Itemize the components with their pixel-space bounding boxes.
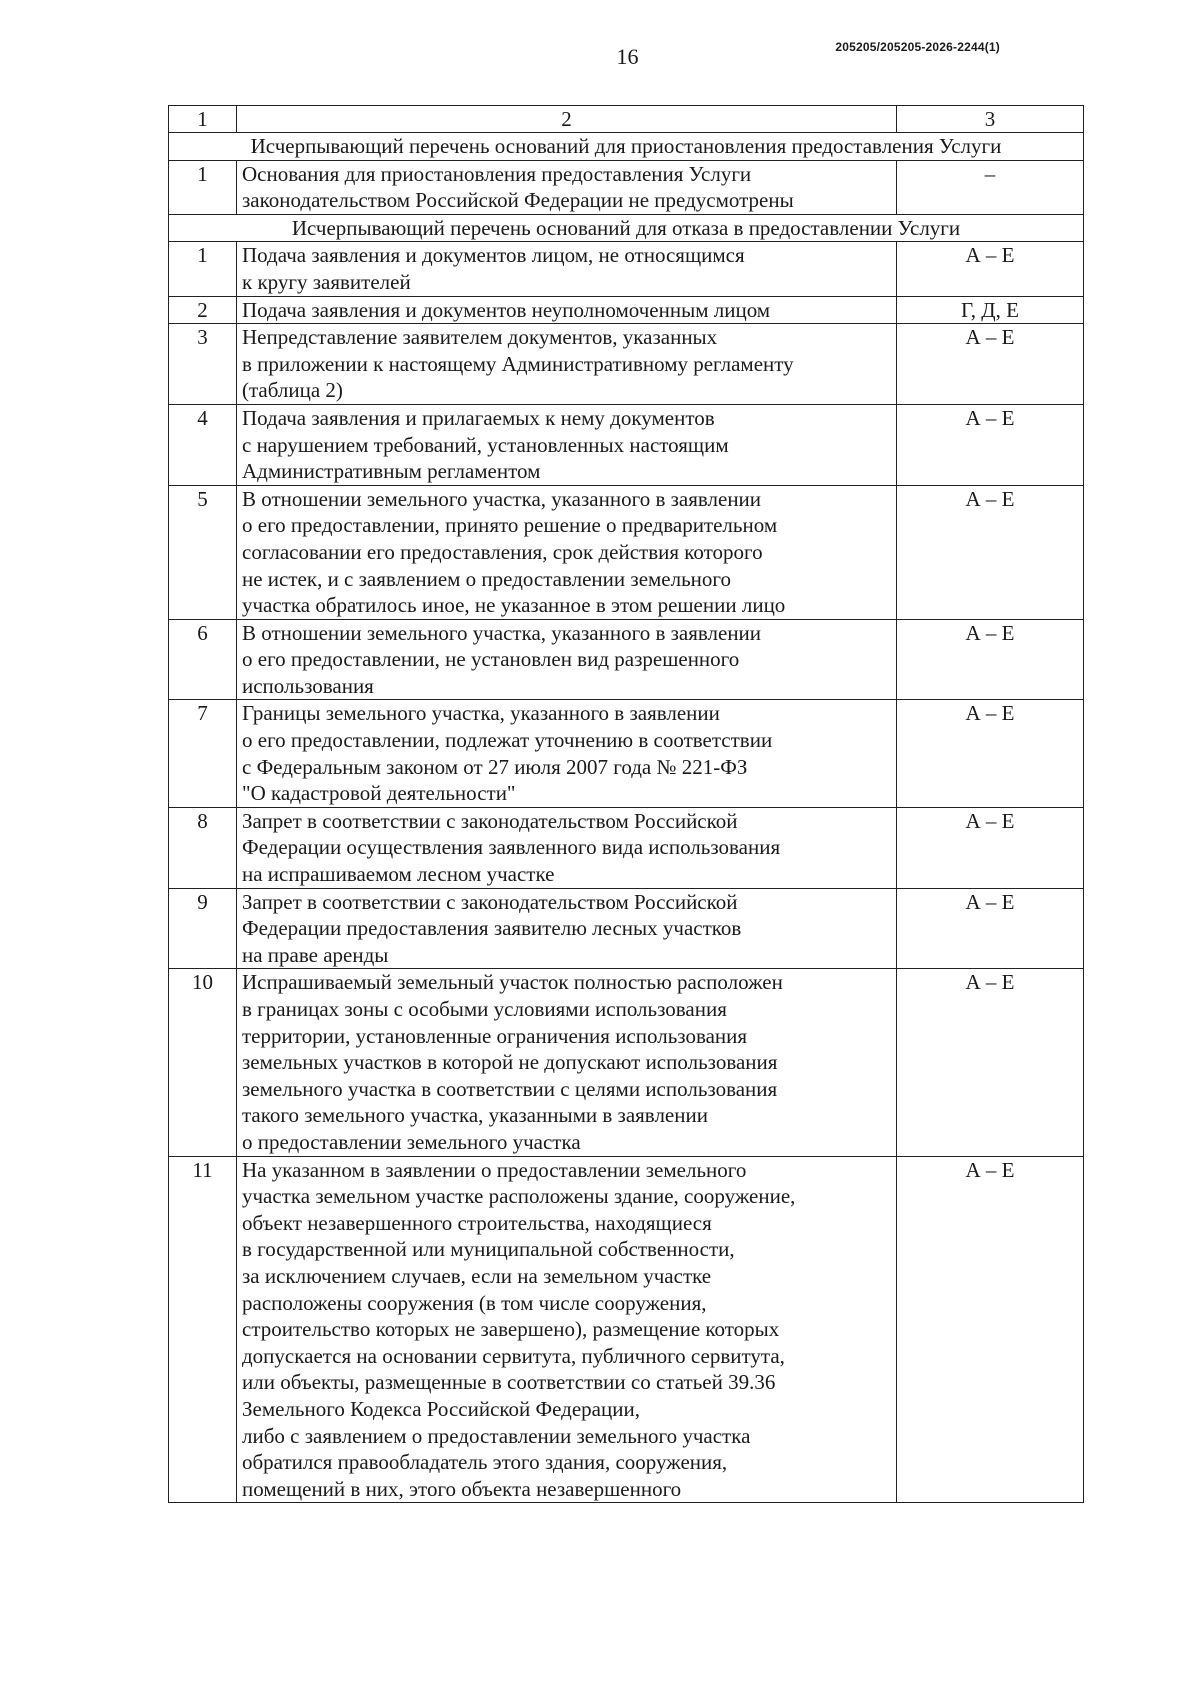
- row-number: 8: [169, 807, 237, 888]
- description-line: о его предоставлении, не установлен вид разрешенного: [242, 647, 740, 672]
- row-description: [237, 160, 897, 214]
- column-number-1: 1: [169, 106, 237, 133]
- description-line: Запрет в соответствии с законодательством Российской: [242, 808, 738, 833]
- description-line: В отношении земельного участка, указанного в заявлении: [242, 486, 762, 511]
- description-line: территории, установленные ограничения использования: [242, 1023, 748, 1048]
- section-title: Исчерпывающий перечень оснований для отказа в предоставлении Услуги: [169, 214, 1084, 242]
- description-line: такого земельного участка, указанными в заявлении: [242, 1103, 708, 1128]
- description-line: в государственной или муниципальной собственности,: [242, 1237, 735, 1262]
- description-line: либо с заявлением о предоставлении земельного участка: [242, 1423, 751, 1448]
- description-line: о его предоставлении, подлежат уточнению в соответствии: [242, 728, 773, 753]
- row-description: [237, 700, 897, 807]
- description-line: Земельного Кодекса Российской Федерации,: [242, 1396, 640, 1421]
- table-row: [169, 485, 1084, 619]
- description-line: участка обратилось иное, не указанное в этом решении лицо: [242, 593, 786, 618]
- description-line: На указанном в заявлении о предоставлении земельного: [242, 1157, 747, 1182]
- description-line: согласовании его предоставления, срок действия которого: [242, 539, 763, 564]
- applicant-categories: А – Е: [897, 1156, 1084, 1503]
- description-line: о его предоставлении, принято решение о предварительном: [242, 513, 778, 538]
- applicant-categories: А – Е: [897, 807, 1084, 888]
- description-line: Подача заявления и прилагаемых к нему документов: [242, 405, 715, 430]
- row-description: [237, 619, 897, 700]
- table-row: [169, 324, 1084, 405]
- table-row: [169, 969, 1084, 1156]
- grounds-table: [168, 105, 1084, 1503]
- applicant-categories: А – Е: [897, 485, 1084, 619]
- table-row: [169, 296, 1084, 324]
- description-line: использования: [242, 673, 374, 698]
- description-line: к кругу заявителей: [242, 269, 411, 294]
- description-line: допускается на основании сервитута, публичного сервитута,: [242, 1343, 785, 1368]
- applicant-categories: А – Е: [897, 888, 1084, 969]
- description-line: с Федеральным законом от 27 июля 2007 года № 221-ФЗ: [242, 754, 748, 779]
- row-description: [237, 404, 897, 485]
- table-row: [169, 160, 1084, 214]
- table-row: [169, 404, 1084, 485]
- applicant-categories: А – Е: [897, 700, 1084, 807]
- row-description: [237, 242, 897, 296]
- row-description: [237, 888, 897, 969]
- document-id: 205205/205205-2026-2244(1): [835, 40, 1000, 54]
- row-number: 11: [169, 1156, 237, 1503]
- description-line: В отношении земельного участка, указанного в заявлении: [242, 620, 762, 645]
- row-number: 1: [169, 160, 237, 214]
- description-line: не истек, и с заявлением о предоставлении земельного: [242, 566, 732, 591]
- applicant-categories: Г, Д, Е: [897, 296, 1084, 324]
- table-row: [169, 619, 1084, 700]
- applicant-categories: А – Е: [897, 324, 1084, 405]
- description-line: законодательством Российской Федерации не предусмотрены: [242, 188, 794, 213]
- applicant-categories: А – Е: [897, 619, 1084, 700]
- applicant-categories: А – Е: [897, 404, 1084, 485]
- description-line: объект незавершенного строительства, находящиеся: [242, 1210, 712, 1235]
- row-description: [237, 324, 897, 405]
- row-description: [237, 1156, 897, 1503]
- table-row: [169, 1156, 1084, 1503]
- description-line: в границах зоны с особыми условиями использования: [242, 997, 727, 1021]
- row-number: 2: [169, 296, 237, 324]
- description-line: участка земельном участке расположены здание, сооружение,: [242, 1184, 796, 1209]
- description-line: в приложении к настоящему Административному регламенту: [242, 351, 794, 376]
- section-header-row: [169, 133, 1084, 161]
- applicant-categories: А – Е: [897, 969, 1084, 1156]
- description-line: Подача заявления и документов лицом, не относящимся: [242, 243, 745, 268]
- row-number: 10: [169, 969, 237, 1156]
- description-line: на праве аренды: [242, 942, 389, 967]
- row-number: 4: [169, 404, 237, 485]
- table-row: [169, 242, 1084, 296]
- description-line: с нарушением требований, установленных настоящим: [242, 432, 729, 457]
- row-number: 3: [169, 324, 237, 405]
- applicant-categories: А – Е: [897, 242, 1084, 296]
- description-line: Административным регламентом: [242, 459, 541, 484]
- section-title: Исчерпывающий перечень оснований для приостановления предоставления Услуги: [169, 133, 1084, 161]
- description-line: Подача заявления и документов неуполномоченным лицом: [242, 297, 771, 322]
- description-line: Федерации предоставления заявителю лесных участков: [242, 916, 742, 941]
- row-description: [237, 485, 897, 619]
- description-line: (таблица 2): [242, 378, 343, 403]
- description-line: о предоставлении земельного участка: [242, 1129, 581, 1154]
- page-number: 16: [616, 44, 639, 69]
- description-line: Запрет в соответствии с законодательством Российской: [242, 889, 738, 914]
- table-row: [169, 807, 1084, 888]
- description-line: Федерации осуществления заявленного вида использования: [242, 835, 781, 860]
- row-description: [237, 807, 897, 888]
- column-number-2: 2: [237, 106, 897, 133]
- description-line: Непредставление заявителем документов, указанных: [242, 325, 718, 350]
- description-line: Испрашиваемый земельный участок полностью расположен: [242, 970, 783, 995]
- row-number: 9: [169, 888, 237, 969]
- description-line: или объекты, размещенные в соответствии со статьей 39.36: [242, 1370, 776, 1395]
- row-number: 5: [169, 485, 237, 619]
- grounds-table-body: [169, 106, 1084, 1503]
- description-line: за исключением случаев, если на земельном участке: [242, 1263, 712, 1288]
- section-header-row: [169, 214, 1084, 242]
- row-number: 7: [169, 700, 237, 807]
- column-number-row: [169, 106, 1084, 133]
- description-line: обратился правообладатель этого здания, сооружения,: [242, 1450, 728, 1475]
- table-row: [169, 700, 1084, 807]
- description-line: Границы земельного участка, указанного в заявлении: [242, 701, 720, 726]
- description-line: земельных участков в которой не допускают использования: [242, 1050, 778, 1075]
- row-description: [237, 296, 897, 324]
- description-line: помещений в них, этого объекта незавершенного: [242, 1476, 682, 1501]
- applicant-categories: –: [897, 160, 1084, 214]
- description-line: строительство которых не завершено), размещение которых: [242, 1317, 780, 1342]
- description-line: земельного участка в соответствии с целями использования: [242, 1076, 778, 1101]
- description-line: расположены сооружения (в том числе сооружения,: [242, 1290, 707, 1315]
- row-description: [237, 969, 897, 1156]
- description-line: на испрашиваемом лесном участке: [242, 862, 555, 887]
- row-number: 6: [169, 619, 237, 700]
- description-line: Основания для приостановления предоставления Услуги: [242, 161, 752, 186]
- row-number: 1: [169, 242, 237, 296]
- column-number-3: 3: [897, 106, 1084, 133]
- description-line: "О кадастровой деятельности": [242, 781, 516, 806]
- table-row: [169, 888, 1084, 969]
